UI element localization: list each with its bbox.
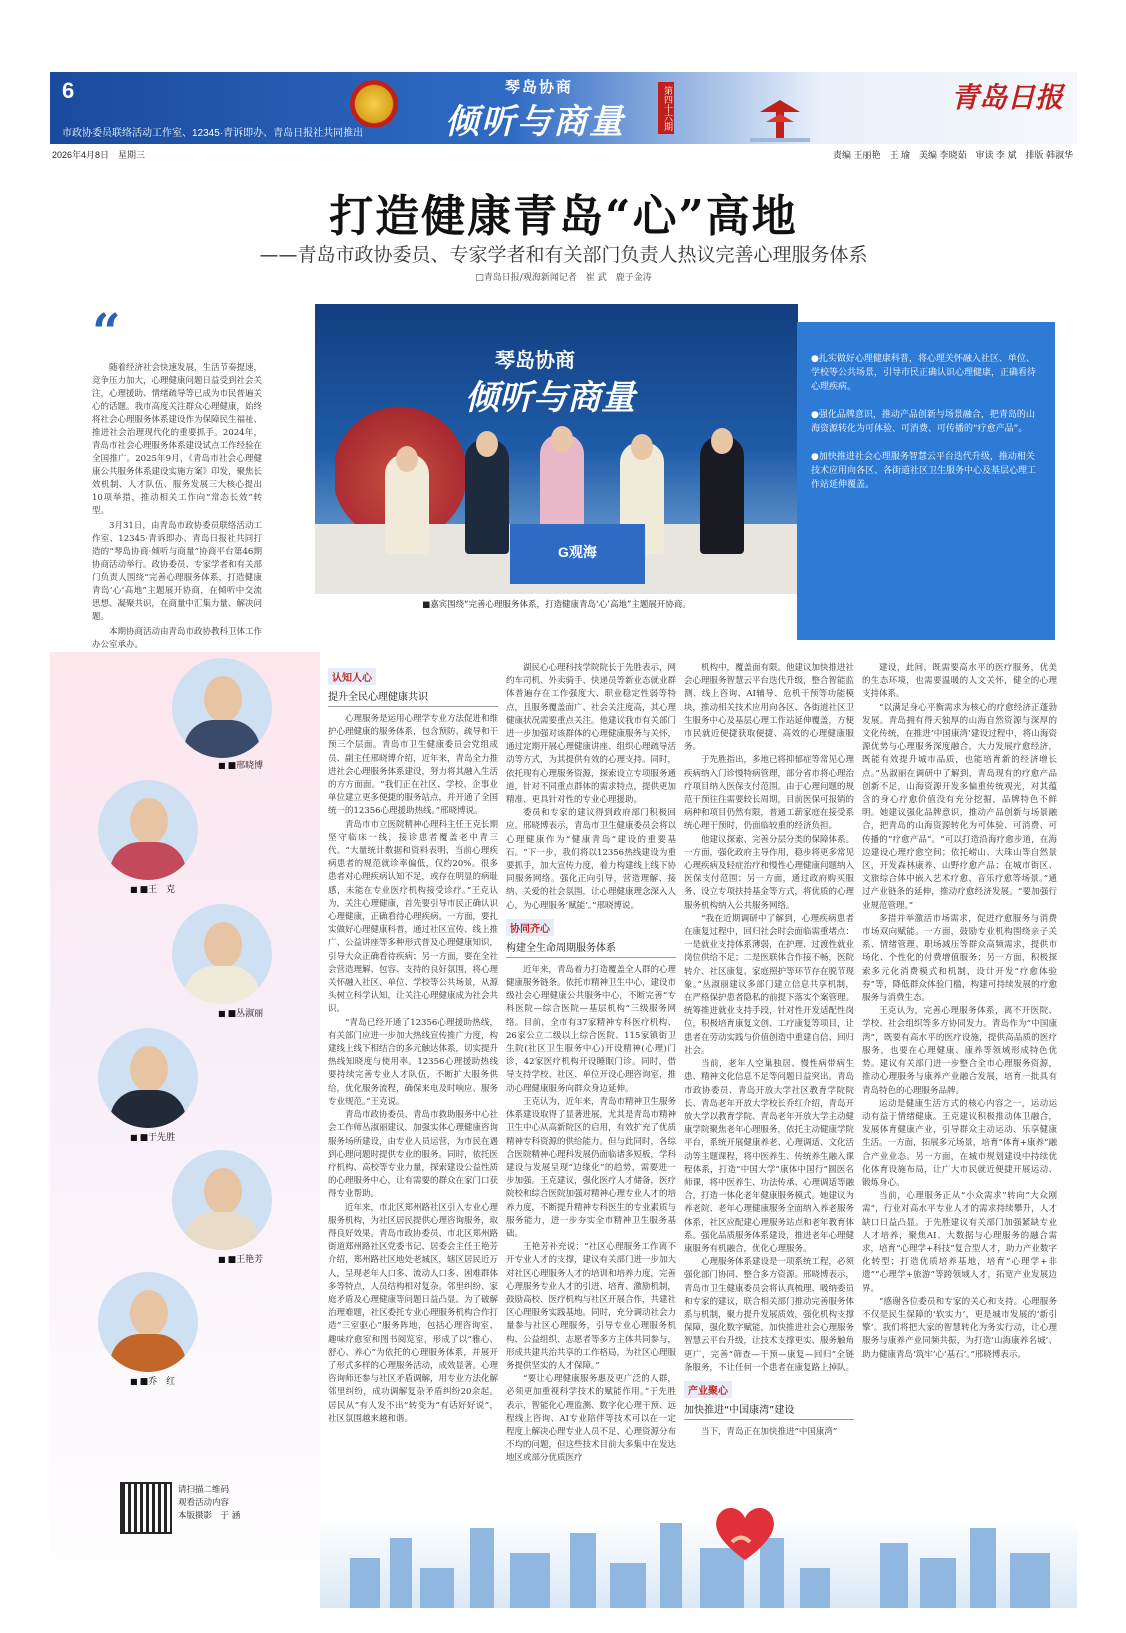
intro-paragraph: 随着经济社会快速发展，生活节奏提速，竞争压力加大，心理健康问题日益受到社会关注，心理援助、情绪疏导等已成为市民普遍关心的话题。我市高度关注群众心理健康，始终将社会心理服务体系建设作为保障民生福祉、推进社会治理现代化的重要抓手。2024年，青岛市社会心理服务体系建设试点工作经验在全国推广。2025年9月，《青岛市社会心理健康公共服务体系建设实施方案》印发，聚焦长效机制、人才队伍、服务发展三大核心提出10项举措，推动相关工作向“常态长效”转型。 [92, 363, 263, 516]
body-paragraph: 青岛市市立医院精神心理科主任王克长期坚守临床一线，接诊患者覆盖老中青三代。“大量统计数据和资料表明，当前心理疾病患者的规范就诊率偏低，仅约20%。很多患者对心理疾病认知不足，或存在明显的病耻感，未能在专业医疗机构接受诊疗。”王克认为，关注心理健康，首先要引导市民正确认识心理健康，正确看待心理疾病。一方面，要扎实做好心理健康科普，通过社区宣传、线上推广、公益讲座等多种形式普及心理健康知识，引导大众正确看待疾病；另一方面，要在全社会营造理解、包容、支持的良好氛围，将心理关怀融入社区、单位、学校等公共场景，从源头树立科学认知，让关注心理健康成为社会共识。 [328, 819, 498, 1015]
article-byline: □青岛日报/观海新闻记者 崔 武 鹿子金涛 [475, 273, 652, 283]
editors-line: 责编 王丽艳 王 瑜 美编 李晓茹 审读 李 斌 排版 韩淑华 [832, 150, 1073, 160]
article-headline: 打造健康青岛“心”高地 [329, 191, 798, 242]
section-tag: 协同齐心 [506, 919, 554, 936]
column-kicker: 琴岛协商 [505, 78, 574, 96]
body-paragraph: 当下，青岛正在加快推进“中国康湾” [701, 1426, 838, 1437]
article-column-2 [506, 662, 676, 1492]
qr-line: 请扫描二维码 [178, 1485, 230, 1495]
podium-logo: G观海 [558, 544, 597, 560]
body-paragraph: 于先胜指出，多地已将抑郁症等常见心理疾病纳入门诊慢特病管理，部分省市将心理治疗项目纳入医保支付范围。由于心理问题的规范干预往往需要较长周期，目前医保可报销的病种和项目仍然有限，普通工薪家庭在接受系统心理干预时，仍面临较重的经济负担。 [684, 755, 854, 832]
key-points-box [797, 322, 1055, 640]
photo-kicker: 琴岛协商 [495, 348, 575, 372]
article-column-1 [328, 662, 498, 1482]
portrait-photo [172, 658, 272, 758]
guest-head [396, 446, 418, 472]
qr-code[interactable] [120, 1482, 172, 1534]
guest-head [476, 431, 498, 457]
portrait-photo [98, 1028, 198, 1128]
photo-title: 倾听与商量 [465, 378, 635, 418]
body-paragraph: 运动是健康生活方式的核心内容之一，运动运动有益于情绪健康。王克建议积极推动体卫融合，发展体育健康产业，引导群众主动运动、乐享健康生活。一方面，拓展多元场景，培育“体育+康养”融合产业业态。另一方面，在城市规划建设中持续优化体育设施布局，让广大市民就近便捷开展运动、锻炼身心。 [862, 1098, 1057, 1188]
body-paragraph: 当前，老年人空巢独居、慢性病带病生患、精神文化信息不足等问题日益突出。青岛市政协委员、青岛开放大学社区教育学院院长、青岛老年开放大学校长乔红介绍，青岛开放大学以教育学院、青岛老年开放大学主动健康学院聚焦老年心理服务，依托主动健康学院平台，系统开展健康养老、心理调适、文化活动等主题课程，将中医养生、传统养生融入课程体系，打造“中国大学”康体中国行”圆医名师课，将中医养生、功法传承、心理调适等融合，打造一体化老年健康服务模式。她建议为养老院、老年心理健康服务全面纳入养老服务体系，社区应配建心理服务站点和老年教育体系。强化品质服务体系建设，推进老年心理健康服务有机融合，优化心理服务。 [684, 1059, 854, 1254]
guest-head [631, 434, 653, 460]
portrait-photo [98, 780, 198, 880]
speaker-name: ■ ■邢晓博 [218, 758, 263, 771]
speaker-name: ■ ■于先胜 [130, 1130, 175, 1143]
body-paragraph: “要让心理健康服务惠及更广泛的人群，必须更加重视科学技术的赋能作用。”于先胜表示，智能化心理监测、数字化心理干预、远程线上咨询、AI专业陪伴等技术可以在一定程度上解决心理专业人员不足、心理资源分布不均的问题，但这些技术目前大多集中在发达地区或部分优质医疗 [506, 1374, 676, 1464]
speaker-name: ■ ■丛淑丽 [218, 1006, 263, 1019]
cppcc-emblem-icon [350, 80, 398, 128]
intro-paragraph: 本期协商活动由青岛市政协教科卫体工作办公室承办。 [92, 627, 263, 650]
portrait-photo [172, 904, 272, 1004]
city-skyline-graphic [320, 1518, 1077, 1608]
pavilion-icon [750, 92, 810, 142]
heart-icon [710, 1502, 780, 1564]
section-tag: 认知人心 [328, 668, 376, 685]
article-subheadline: ——青岛市政协委员、专家学者和有关部门负责人热议完善心理服务体系 [259, 244, 868, 266]
body-paragraph: 他建议探索、完善分层分类的保障体系。一方面，强化政府主导作用，稳步将更多常见心理疾病及轻症治疗和慢性心理健康问题纳入医保支付范围；另一方面，通过政府购买服务、设立专项扶持基金等方式，将优质的心理服务机构纳入公共服务网络。 [684, 834, 854, 911]
page-banner [50, 72, 1077, 144]
body-paragraph: 建设，此间，既需要高水平的医疗服务，优美的生态环境，也需要温暖的人文关怀，健全的心理支持体系。 [862, 663, 1057, 700]
key-point: ●扎实做好心理健康科普，将心理关怀融入社区、单位、学校等公共场景，引导市民正确认识心理健康，正确看待心理疾病。 [811, 354, 1037, 392]
section-subtitle: 提升全民心理健康共识 [328, 688, 498, 707]
body-paragraph: 近年来，青岛着力打造覆盖全人群的心理健康服务链条。依托市精神卫生中心，建设市级社会心理健康公共服务中心，不断完善“专科医院—综合医院—基层机构”三级服务网络。目前，全市有37家精神专科医疗机构、26家公立二级以上综合医院、115家镇街卫生院(社区卫生服务中心)开设精神(心理)门诊，42家医疗机构开设睡眠门诊。同时，借导支持学校、社区、单位开设心理咨询室，推动心理健康服务向群众身边延伸。 [506, 964, 676, 1094]
section-subtitle: 构建全生命周期服务体系 [506, 939, 676, 958]
body-paragraph: 当前，心理服务正从“小众需求”转向“大众刚需”，行业对高水平专业人才的需求持续攀升，人才缺口日益凸显。于先胜建议有关部门加强紧缺专业人才培养，聚焦AI、大数据与心理服务的融合需求，培育“心理学+科技”复合型人才，助力产业数字化转型；打造优质培养基地，培育“心理学+非遗”“心理学+旅游”等跨领域人才，拓宽产业发展边界。 [862, 1191, 1057, 1294]
intro-paragraph: 3月31日，由青岛市政协委员联络活动工作室、12345·青诉即办、青岛日报社共同打造的“琴岛协商·倾听与商量”协商平台第46期协商活动举行。政协委员、专家学者和有关部门负责人围绕“完善心理服务体系，打造健康青岛‘心’高地”主题展开协商，在倾听中交流思想、凝聚共识，在商量中汇集力量、解决问题。 [92, 521, 263, 622]
body-paragraph: 心理服务是运用心理学专业方法促进和维护心理健康的服务体系，包含预防、疏导和干预三个层面。青岛市卫生健康委员会党组成员、副主任邢晓博介绍，近年来，青岛全力推进社会心理服务体系建设，努力将其融入生活的方方面面。“我们正在社区、学校、企事业单位建立更多便捷的服务站点，并开通了全国统一的12356心理援助热线。”邢晓博说。 [328, 714, 498, 817]
body-paragraph: “青岛已经开通了12356心理援助热线，有关部门应进一步加大热线宣传推广力度，构建线上线下相结合的多元触达体系，切实提升热线知晓度与使用率。12356心理援助热线要持续完善专业人才队伍，不断扩大服务供给，优化服务流程，确保来电及时响应、服务专业规范。”王克说。 [328, 1017, 498, 1107]
body-paragraph: “我在近期调研中了解到，心理疾病患者在康复过程中，回归社会时会面临需重堵点：一是就业支持体系薄弱，在护理、过渡性就业岗位供给不足；二是医联体合作接不畅，医院转介、社区康复、家庭照护等环节存在脱节现象。”丛淑丽建议多部门建立信息共享机制，在严格保护患者隐私的前提下落实个案管理。统筹推进就业支持手段，针对性开发适配性岗位，积极培育康复文创、工疗康复等项目，让患者在劳动实践与价值创造中重建自信、回归社会。 [684, 913, 854, 1056]
body-paragraph: “感谢各位委员和专家的关心和支持。心理服务不仅是民生保障的‘软实力’，更是城市发展的‘新引擎’。我们将把大家的智慧转化为务实行动，让心理服务与康养产业同频共振，为打造‘山海康养名城’、助力健康青岛‘筑牢’心‘基石’。”邢晓博表示。 [862, 1296, 1057, 1360]
issue-date: 2026年4月8日 星期三 [52, 150, 146, 160]
key-point: ●强化品牌意识，推动产品创新与场景融合，把青岛的山海资源转化为可体验、可消费、可传播的“疗愈产品”。 [811, 410, 1035, 434]
photo-credit: 本版摄影 于 涵 [178, 1511, 241, 1521]
podium [510, 524, 645, 584]
body-paragraph: 心理服务体系建设是一项系统工程，必须强化部门协同、整合多方资源。邢晓博表示，青岛市卫生健康委员会将认真梳理、吸纳委员和专家的建议，联合相关部门推动完善服务体系与机制，聚力提升发展质效，强化机构支撑保障，强化数字赋能，加快推进社会心理服务智慧云平台升级，让技术支撑更实、服务触角更广，完善“筛查—干预—康复—回归”全链条服务，不让任何一个患者在康复路上掉队。 [684, 1257, 854, 1373]
article-column-4 [862, 662, 1057, 1492]
article-column-3 [684, 662, 854, 1492]
body-paragraph: 委员和专家的建议得到政府部门积极回应。邢晓博表示，青岛市卫生健康委员会将以心理健康作为“健康青岛”建设的重要基石。“下一步，我们将以12356热线建设为重要抓手，加大宣传力度，着力构建线上线下协同服务网络。强化正向引导，营造理解、接纳、关爱的社会氛围，让心理健康理念深入人心，为心理服务‘赋能’。”邢晓博说。 [506, 808, 676, 911]
body-paragraph: 王克认为，近年来，青岛市精神卫生服务体系建设取得了显著进展，尤其是青岛市精神卫生中心从高新院区的启用，有效扩充了优质精神专科资源的供给能力。但与此同时，各综合医院精神心理科发展仍面临诸多短板，学科建设与发展呈现“边缘化”的趋势，需要进一步加强。王克建议，强化医疗人才储备，医疗院校和综合医院加强对精神心理专业人才的培养力度，不断提升精神专科医生的专业素质与服务能力，进一步夯实全市精神卫生服务基础。 [506, 1096, 676, 1239]
issue-badge: 第四十六期 [658, 82, 674, 134]
body-paragraph: 机构中，覆盖面有限。他建议加快推进社会心理服务智慧云平台迭代升级，整合智能监测、线上咨询、AI辅导、危机干预等功能模块，推动相关技术应用向各区、各街道社区卫生服务中心及基层心理工作站延伸覆盖，方便市民就近便捷获取便捷、高效的心理健康服务。 [684, 663, 854, 753]
speaker-name: ■ ■王艳芳 [218, 1252, 263, 1265]
portrait-photo [98, 1272, 198, 1372]
body-paragraph: 湖民心心理科技学院院长于先胜表示，网约车司机、外卖骑手、快递员等新业态就业群体普遍存在工作强度大、职业稳定性弱等特点，且服务覆盖面广、社会关注度高，其心理健康状况需要重点关注。他建议我市有关部门进一步加强对该群体的心理健康服务与关怀，通过定期开展心理健康讲座、组织心理疏导活动等方式，为其提供有效的心理支持。同时，依托现有心理服务资源，探索设立专项服务通道，针对不同重点群体的需求特点，提供更加精准、更具针对性的专业心理援助。 [506, 663, 676, 806]
portrait-photo [172, 1150, 272, 1250]
speaker-name: ■ ■王 克 [130, 882, 175, 895]
body-paragraph: 王艳芳补充说：“社区心理服务工作离不开专业人才的支撑，建议有关部门进一步加大对社区心理服务人才的培训和培养力度，完善心理服务专业人才的引进、培育、激励机制，鼓励高校、医疗机构与社区开展合作，共建社区心理服务实践基地。同时，充分调动社会力量参与社区心理服务，引导专业心理服务机构、公益组织、志愿者等多方主体共同参与，形成共建共治共享的工作格局，为社区心理服务提供坚实的人才保障。” [506, 1242, 676, 1371]
masthead-logo: 青岛日报 [950, 81, 1063, 114]
guest-head [711, 428, 733, 454]
body-paragraph: 王克认为，完善心理服务体系，离不开医院、学校、社会组织等多方协同发力。青岛作为“中国康湾”，既要有高水平的医疗设施，提供高品质的医疗服务，也要在心理健康、康养等领域形成特色优势。建议有关部门进一步整合全市心理服务资源，推动心理服务与康养产业融合发展，培育一批具有青岛特色的心理服务品牌。 [862, 1006, 1057, 1096]
event-photo [315, 304, 798, 594]
section-subtitle: 加快推进“中国康湾”建设 [684, 1401, 854, 1420]
guest-head [551, 426, 573, 452]
page-number: 6 [62, 78, 75, 103]
body-paragraph: 青岛市政协委员、青岛市救助服务中心社会工作师丛淑丽建议，加强实体心理健康咨询服务场所建设，由专业人员运营，为市民在遇到心理问题时提供专业的服务。同时，依托医疗机构、高校等专业力量，探索建设公益性质的心理服务中心，让有需要的群众在家门口获得专业帮助。 [328, 1110, 498, 1200]
body-paragraph: 多措并举激活市场需求，促进疗愈服务与消费市场双向赋能。一方面，鼓励专业机构围绕亲子关系、情绪管理、职场减压等群众高频需求，提供市场化、个性化的付费增值服务；另一方面，积极探索多元化消费模式和机制，设计开发“疗愈体验券”等，降低群众体验门槛，构建可持续发展的疗愈服务与消费生态。 [862, 913, 1057, 1004]
page-meta [50, 146, 1077, 160]
section-tag: 产业聚心 [684, 1381, 732, 1398]
qr-caption [178, 1484, 240, 1523]
intro-text [92, 362, 262, 654]
body-paragraph: “以满足身心平衡需求为核心的疗愈经济正蓬勃发展。青岛拥有得天独厚的山海自然资源与深厚的文化传统，在推进‘中国康湾’建设过程中，将山海资源优势与心理服务深度融合，大力发展疗愈经济，既能有效提升城市品质，也能培育新的经济增长点。”丛淑丽在调研中了解到，青岛现有的疗愈产品创新不足，山海资源开发多偏重传统观光，对其蕴含的身心疗愈价值没有充分挖掘，品牌特色不鲜明。她建议强化品牌意识，推动产品创新与场景融合，把青岛的山海资源转化为可体验、可消费、可传播的“疗愈产品”。“可以打造沿海疗愈步道，在海边建设心理疗愈空间；依托崂山、大珠山等自然景区，开发森林康养、山野疗愈产品；在城市街区、文旅综合体中嵌入艺术疗愈、音乐疗愈等场景。”通过产业链条的延伸，推动疗愈经济发展。“要加强行业规范管理。” [862, 702, 1057, 911]
body-paragraph: 近年来，市北区郑州路社区引入专业心理服务机构，为社区居民提供心理咨询服务，取得良好效果。青岛市政协委员、市北区郑州路街道郑州路社区党委书记、居委会主任王艳芳介绍，郑州路社区地处老城区，辖区居民近万人，呈现老年人口多、流动人口多、困难群体多等特点，人员结构相对复杂。邻里纠纷、家庭矛盾及心理健康等问题日益凸显。为了破解治理难题，社区委托专业心理服务机构合作打造“三室驱心”服务阵地，包括心理咨询室、趣味疗愈室和图书阅览室，形成了以“雅心、舒心、养心”为依托的心理服务体系，并展开了形式多样的心理服务活动，成效显著。心理咨询师还参与社区矛盾调解，用专业方法化解邻里纠纷，成功调解复杂矛盾纠纷20余起。居民从“有人发不出”转变为“有话好好说”，社区氛围越来越和谐。 [328, 1202, 498, 1424]
speaker-name: ■ ■乔 红 [130, 1374, 175, 1387]
key-point: ●加快推进社会心理服务智慧云平台迭代升级，推动相关技术应用向各区、各街道社区卫生服务中心及基层心理工作站延伸覆盖。 [811, 452, 1037, 490]
quote-mark-icon: “ [92, 302, 121, 361]
partners-line: 市政协委员联络活动工作室、12345·青诉即办、青岛日报社共同推出 [62, 128, 364, 139]
column-title: 倾听与商量 [445, 102, 625, 142]
photo-caption: ■嘉宾围绕“完善心理服务体系，打造健康青岛‘心’高地”主题展开协商。 [422, 600, 691, 610]
newspaper-page [50, 72, 1077, 1608]
qr-line: 观看活动内容 [178, 1498, 230, 1508]
